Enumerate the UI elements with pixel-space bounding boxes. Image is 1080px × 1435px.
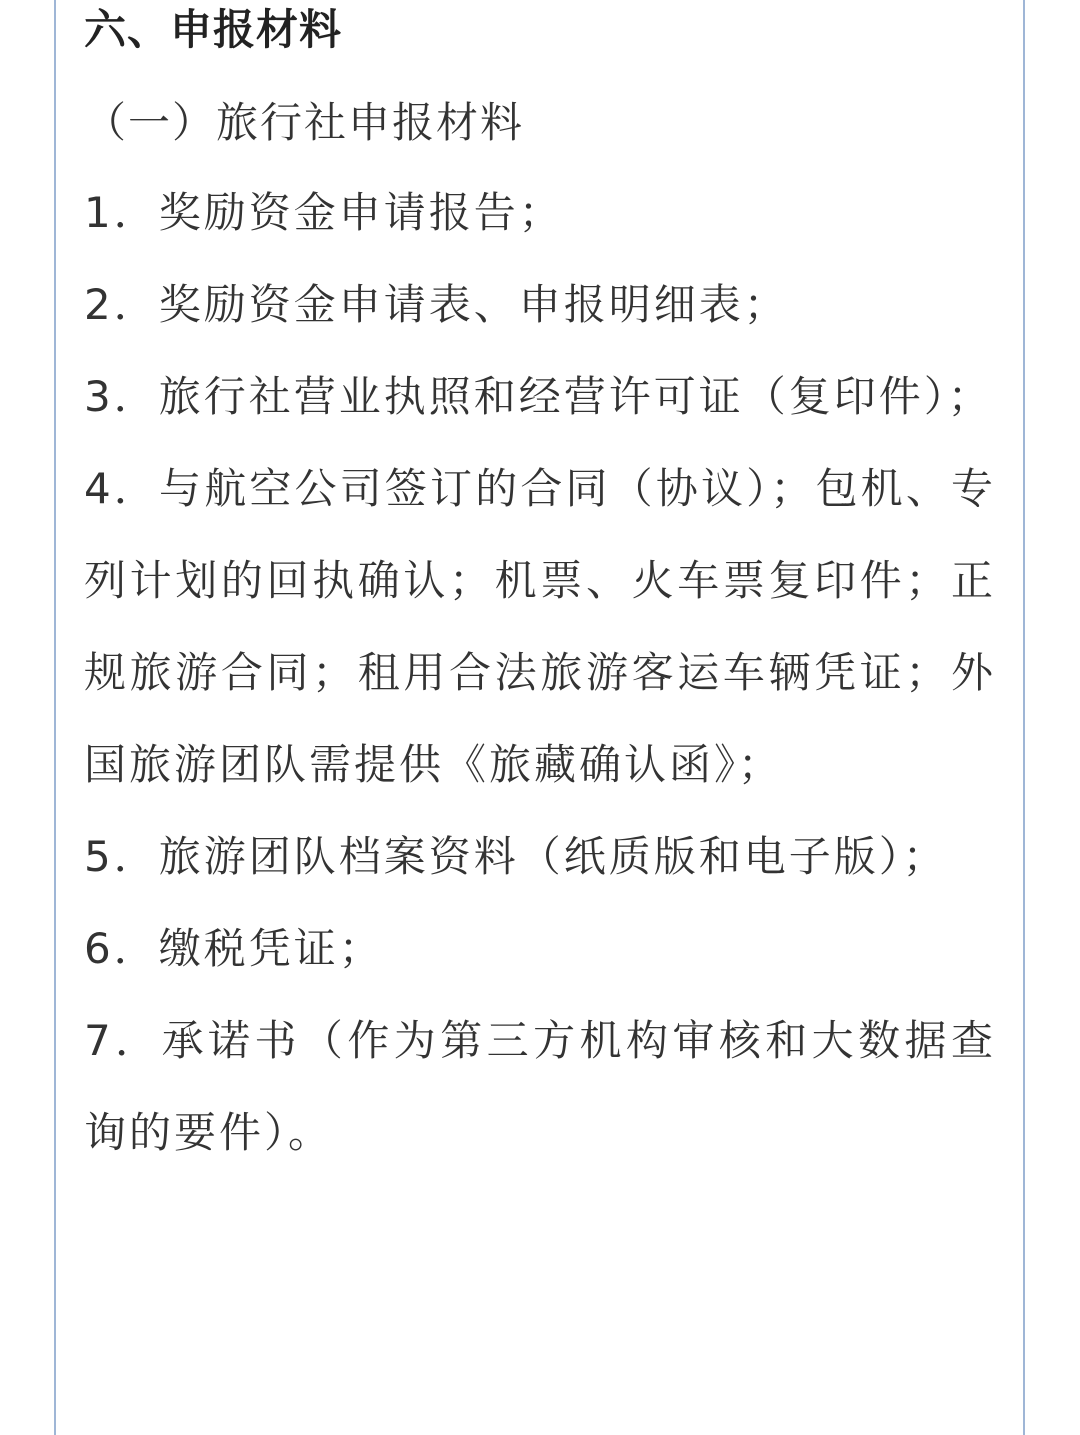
list-item: 2．奖励资金申请表、申报明细表；	[84, 280, 789, 329]
list-item: 7．承诺书（作为第三方机构审核和大数据查询的要件）。	[84, 1016, 996, 1157]
document-content	[84, 0, 996, 1179]
material-list	[84, 167, 996, 1179]
list-item: 3．旅行社营业执照和经营许可证（复印件）；	[84, 372, 993, 421]
list-item: 6．缴税凭证；	[84, 924, 384, 973]
subsection-title: （一）旅行社申报材料	[84, 98, 525, 147]
left-border-line	[54, 0, 56, 1435]
list-item: 1．奖励资金申请报告；	[84, 188, 564, 237]
right-border-line	[1023, 0, 1025, 1435]
list-item: 5．旅游团队档案资料（纸质版和电子版）；	[84, 832, 948, 881]
section-title: 六、申报材料	[84, 5, 343, 54]
list-item: 4．与航空公司签订的合同（协议）；包机、专列计划的回执确认；机票、火车票复印件；正规旅游合同；租用合法旅游客运车辆凭证；外国旅游团队需提供《旅藏确认函》；	[84, 464, 996, 789]
